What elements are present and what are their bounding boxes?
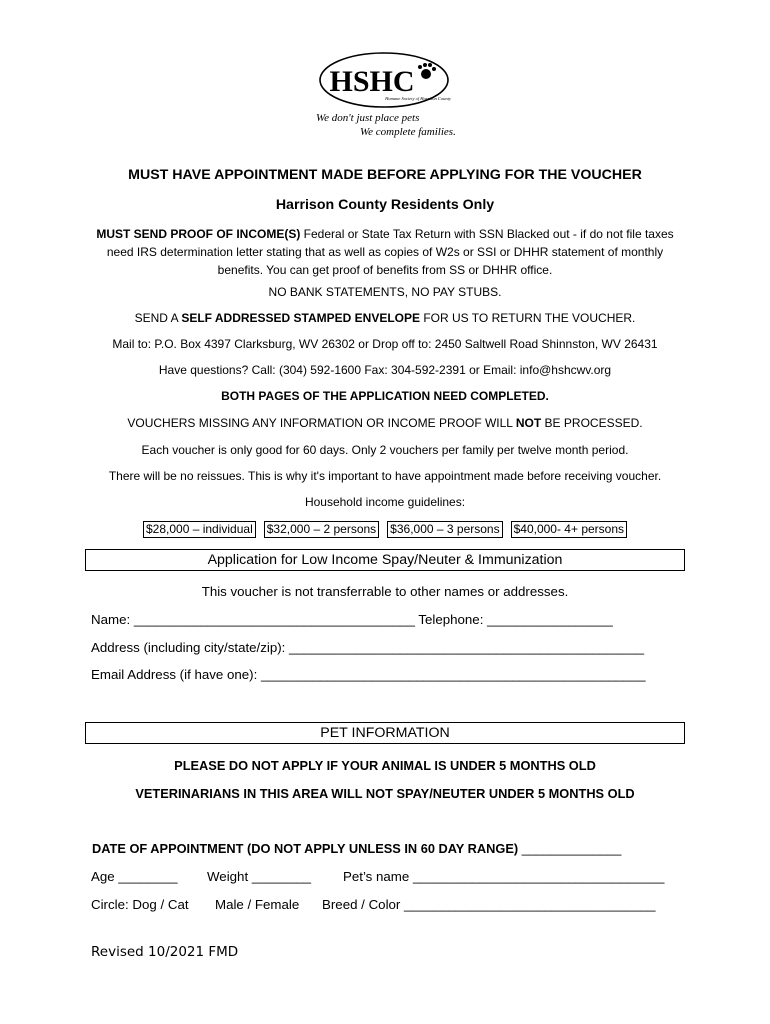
income-tier: $36,000 – 3 persons (387, 521, 502, 538)
address-field[interactable]: Address (including city/state/zip): ________________________________________________ (91, 640, 645, 655)
reissue-note: There will be no reissues. This is why it's important to have appointment made before receiving voucher. (108, 469, 662, 483)
proof-of-income-label: MUST SEND PROOF OF INCOME(S) (96, 227, 301, 241)
appointment-date-blank[interactable]: ______________ (518, 841, 622, 856)
page-subtitle: Harrison County Residents Only (275, 197, 495, 213)
hshc-logo (314, 50, 464, 142)
species-choice[interactable]: Circle: Dog / Cat (91, 897, 189, 912)
pet-information-title: PET INFORMATION (85, 722, 685, 744)
missing-info-note (0, 416, 770, 430)
no-bank-statements-note: NO BANK STATEMENTS, NO PAY STUBS. (268, 285, 502, 299)
income-tier: $32,000 – 2 persons (264, 521, 379, 538)
sase-suffix: FOR US TO RETURN THE VOUCHER. (420, 311, 636, 325)
appointment-date-label: DATE OF APPOINTMENT (DO NOT APPLY UNLESS IN 60 DAY RANGE) (92, 841, 519, 856)
logo-tagline-2: We complete families. (360, 126, 456, 138)
veterinarian-warning: VETERINARIANS IN THIS AREA WILL NOT SPAY/NEUTER UNDER 5 MONTHS OLD (135, 786, 635, 801)
paw-icon (418, 63, 436, 79)
both-pages-note: BOTH PAGES OF THE APPLICATION NEED COMPLETED. (221, 389, 549, 403)
pet-name-field[interactable]: Pet’s name __________________________________ (343, 869, 665, 884)
sase-prefix: SEND A (134, 311, 182, 325)
breed-color-field[interactable]: Breed / Color __________________________________ (322, 897, 656, 912)
missing-info-prefix: VOUCHERS MISSING ANY INFORMATION OR INCOME PROOF WILL (127, 416, 516, 430)
contact-info: Have questions? Call: (304) 592-1600 Fax: 304-592-2391 or Email: info@hshcwv.org (158, 363, 612, 377)
appointment-date-field[interactable] (92, 841, 621, 856)
mailing-address: Mail to: P.O. Box 4397 Clarksburg, WV 26302 or Drop off to: 2450 Saltwell Road Shinnston, WV 26431 (112, 337, 658, 351)
sase-note (0, 311, 770, 325)
proof-of-income-text: Federal or State Tax Return with SSN Blacked out - if do not file taxes need IRS determination letter stating that as well as copies of W2s or SSI or DHHR statement of monthly benefits. You can get proof of benefits from SS or DHHR office. (106, 227, 674, 277)
revision-note: Revised 10/2021 FMD (91, 944, 239, 960)
logo-tagline-1: We don't just place pets (316, 112, 420, 124)
missing-info-not: NOT (515, 416, 542, 430)
income-tiers (0, 521, 770, 538)
logo-ribbon: Humane Society of Harrison County (385, 96, 451, 101)
weight-field[interactable]: Weight ________ (207, 869, 311, 884)
age-field[interactable]: Age ________ (91, 869, 178, 884)
non-transferrable-note: This voucher is not transferrable to other names or addresses. (201, 584, 569, 599)
sex-choice[interactable]: Male / Female (215, 897, 300, 912)
income-tier: $28,000 – individual (143, 521, 256, 538)
proof-of-income-paragraph (92, 225, 678, 279)
page-title: MUST HAVE APPOINTMENT MADE BEFORE APPLYING FOR THE VOUCHER (128, 167, 642, 183)
age-warning: PLEASE DO NOT APPLY IF YOUR ANIMAL IS UNDER 5 MONTHS OLD (174, 758, 596, 773)
income-tier: $40,000- 4+ persons (511, 521, 627, 538)
email-field[interactable]: Email Address (if have one): ____________________________________________________ (91, 667, 646, 682)
application-section-title: Application for Low Income Spay/Neuter & Immunization (85, 549, 685, 571)
income-guidelines-label: Household income guidelines: (304, 495, 466, 509)
validity-note: Each voucher is only good for 60 days. Only 2 vouchers per family per twelve month period. (141, 443, 629, 457)
logo-text: HSHC (329, 65, 415, 98)
name-telephone-field[interactable]: Name: ______________________________________ Telephone: _________________ (91, 612, 613, 627)
sase-bold: SELF ADDRESSED STAMPED ENVELOPE (181, 311, 421, 325)
missing-info-suffix: BE PROCESSED. (541, 416, 643, 430)
